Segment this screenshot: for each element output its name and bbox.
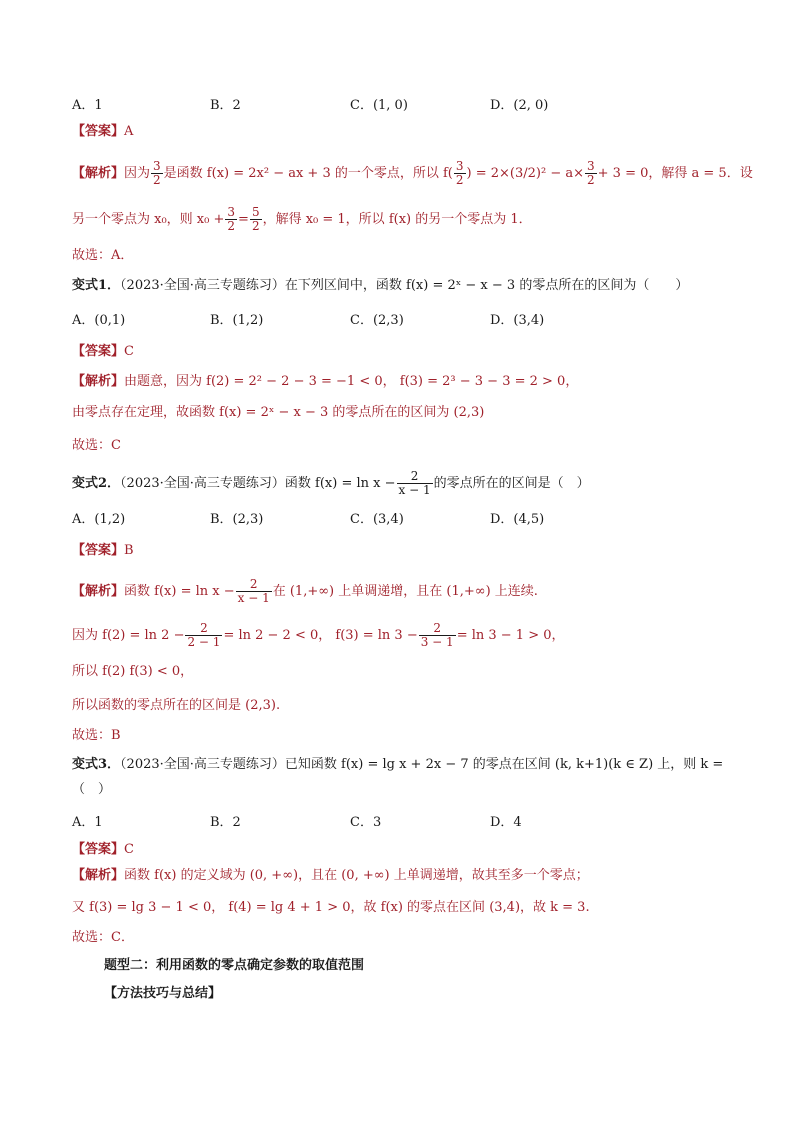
q0-option-a: A．1 bbox=[72, 98, 103, 113]
v1-analysis-line-2: 由零点存在定理，故函数 f(x) = 2ˣ − x − 3 的零点所在的区间为 (2,3) bbox=[72, 405, 485, 420]
v2-analysis-line-4: 所以函数的零点所在的区间是 (2,3). bbox=[72, 698, 281, 713]
text: = ln 3 − 1 > 0， bbox=[456, 628, 565, 643]
fraction-denominator: 2 bbox=[587, 173, 595, 187]
variant-label: 变式3． bbox=[72, 757, 121, 772]
fraction bbox=[397, 470, 433, 497]
fraction-denominator: x − 1 bbox=[398, 483, 431, 497]
fraction-numerator: 2 bbox=[185, 622, 222, 636]
v1-stem bbox=[72, 276, 688, 296]
fraction-denominator: 2 bbox=[153, 173, 161, 187]
answer-tag: 【答案】 bbox=[72, 543, 125, 558]
v2-option-b: B．(2,3) bbox=[210, 512, 264, 527]
variant-label: 变式1． bbox=[72, 278, 121, 293]
v2-analysis-line-3: 所以 f(2) f(3) < 0， bbox=[72, 664, 194, 679]
variant-source: （2023·全国·高三专题练习） bbox=[120, 476, 285, 491]
v1-conclusion: 故选：C bbox=[72, 438, 121, 453]
fraction-numerator: 2 bbox=[419, 622, 456, 636]
analysis-tag: 【解析】 bbox=[72, 166, 125, 181]
v2-option-a: A．(1,2) bbox=[72, 512, 126, 527]
fraction-denominator: x − 1 bbox=[237, 591, 270, 605]
analysis-tag: 【解析】 bbox=[72, 868, 125, 883]
fraction bbox=[225, 206, 237, 233]
text: 因为 f(2) = ln 2 − bbox=[72, 628, 185, 643]
variant-source: （2023·全国·高三专题练习） bbox=[120, 757, 285, 772]
analysis-tag: 【解析】 bbox=[72, 584, 125, 599]
v1-option-c: C．(2,3) bbox=[350, 313, 404, 328]
v2-analysis-line-1 bbox=[72, 578, 538, 605]
q0-option-c: C．(1, 0) bbox=[350, 98, 408, 113]
fraction-numerator: 3 bbox=[227, 205, 236, 219]
fraction-numerator: 3 bbox=[455, 159, 464, 173]
v3-analysis-line-2: 又 f(3) = lg 3 − 1 < 0， f(4) = lg 4 + 1 > 0，故 f(x) 的零点在区间 (3,4)，故 k = 3. bbox=[72, 900, 590, 915]
fraction-denominator: 2 bbox=[455, 173, 464, 187]
text: = bbox=[238, 212, 249, 227]
text: + 3 = 0，解得 a = 5．设 bbox=[597, 166, 753, 181]
section-title: 题型二：利用函数的零点确定参数的取值范围 bbox=[104, 958, 365, 973]
v1-option-b: B．(1,2) bbox=[210, 313, 264, 328]
answer-tag: 【答案】 bbox=[72, 344, 125, 359]
q0-option-b: B．2 bbox=[210, 98, 241, 113]
variant-source: （2023·全国·高三专题练习） bbox=[120, 278, 285, 293]
fraction-denominator: 2 bbox=[251, 219, 260, 233]
fraction-numerator: 2 bbox=[397, 470, 433, 484]
fraction bbox=[236, 578, 272, 605]
fraction-numerator: 3 bbox=[153, 159, 161, 173]
text: 函数 f(x) 的定义域为 (0, +∞)，且在 (0, +∞) 上单调递增，故其至多一个零点； bbox=[124, 868, 589, 883]
v3-analysis-line-1 bbox=[72, 866, 589, 886]
fraction-denominator: 3 − 1 bbox=[420, 635, 454, 649]
analysis-tag: 【解析】 bbox=[72, 374, 125, 389]
v3-option-b: B．2 bbox=[210, 815, 241, 830]
fraction bbox=[185, 622, 222, 649]
v2-analysis-line-2 bbox=[72, 622, 565, 649]
text: 的零点所在的区间是（ ） bbox=[433, 476, 590, 491]
fraction-numerator: 5 bbox=[251, 205, 260, 219]
text: 由题意，因为 f(2) = 2² − 2 − 3 = −1 < 0， f(3) = 2³ − 3 − 3 = 2 > 0， bbox=[124, 374, 579, 389]
q0-answer bbox=[72, 122, 133, 142]
v1-option-a: A．(0,1) bbox=[72, 313, 126, 328]
fraction-numerator: 2 bbox=[236, 578, 272, 592]
answer-value: C bbox=[124, 842, 134, 857]
fraction-denominator: 2 − 1 bbox=[187, 635, 221, 649]
answer-tag: 【答案】 bbox=[72, 842, 125, 857]
v3-stem-paren: （ ） bbox=[72, 782, 112, 797]
fraction bbox=[585, 160, 597, 187]
q0-option-d: D．(2, 0) bbox=[490, 98, 549, 113]
v3-conclusion: 故选：C． bbox=[72, 930, 134, 945]
text: = ln 2 − 2 < 0， f(3) = ln 3 − bbox=[223, 628, 418, 643]
variant-question: 已知函数 f(x) = lg x + 2x − 7 的零点在区间 (k, k+1)(k ∈ Z) 上，则 k = bbox=[284, 757, 724, 772]
variant-question: 在下列区间中，函数 f(x) = 2ˣ − x − 3 的零点所在的区间为（ ） bbox=[284, 278, 689, 293]
v3-option-a: A．1 bbox=[72, 815, 103, 830]
text: 是函数 f(x) = 2x² − ax + 3 的一个零点，所以 f( bbox=[163, 166, 453, 181]
answer-value: B bbox=[124, 543, 134, 558]
fraction bbox=[151, 160, 163, 187]
v2-option-d: D．(4,5) bbox=[490, 512, 545, 527]
v2-conclusion: 故选：B bbox=[72, 728, 121, 743]
v3-option-c: C．3 bbox=[350, 815, 382, 830]
q0-analysis-line-1 bbox=[72, 160, 753, 187]
v1-option-d: D．(3,4) bbox=[490, 313, 545, 328]
v1-answer bbox=[72, 342, 134, 362]
fraction bbox=[250, 206, 262, 233]
text: 函数 f(x) = ln x − bbox=[284, 476, 396, 491]
answer-tag: 【答案】 bbox=[72, 124, 125, 139]
v2-option-c: C．(3,4) bbox=[350, 512, 404, 527]
text: 另一个零点为 x₀，则 x₀ + bbox=[72, 212, 225, 227]
answer-value: C bbox=[124, 344, 134, 359]
text: ，解得 x₀ = 1，所以 f(x) 的另一个零点为 1． bbox=[262, 212, 532, 227]
section-subtitle: 【方法技巧与总结】 bbox=[104, 986, 222, 1001]
text: 函数 f(x) = ln x − bbox=[124, 584, 235, 599]
v2-answer bbox=[72, 541, 134, 561]
v3-option-d: D．4 bbox=[490, 815, 522, 830]
text: ) = 2×(3/2)² − a× bbox=[466, 166, 585, 181]
v1-analysis-line-1 bbox=[72, 372, 578, 392]
fraction-numerator: 3 bbox=[587, 159, 595, 173]
v2-stem bbox=[72, 470, 590, 497]
q0-analysis-line-2 bbox=[72, 206, 532, 233]
fraction-denominator: 2 bbox=[227, 219, 236, 233]
text: 在 (1,+∞) 上单调递增，且在 (1,+∞) 上连续. bbox=[272, 584, 538, 599]
variant-label: 变式2． bbox=[72, 476, 121, 491]
v3-stem bbox=[72, 755, 723, 775]
text: 因为 bbox=[124, 166, 151, 181]
answer-value: A bbox=[124, 124, 134, 139]
fraction bbox=[419, 622, 456, 649]
q0-conclusion: 故选：A． bbox=[72, 248, 134, 263]
fraction bbox=[454, 160, 466, 187]
v3-answer bbox=[72, 840, 134, 860]
